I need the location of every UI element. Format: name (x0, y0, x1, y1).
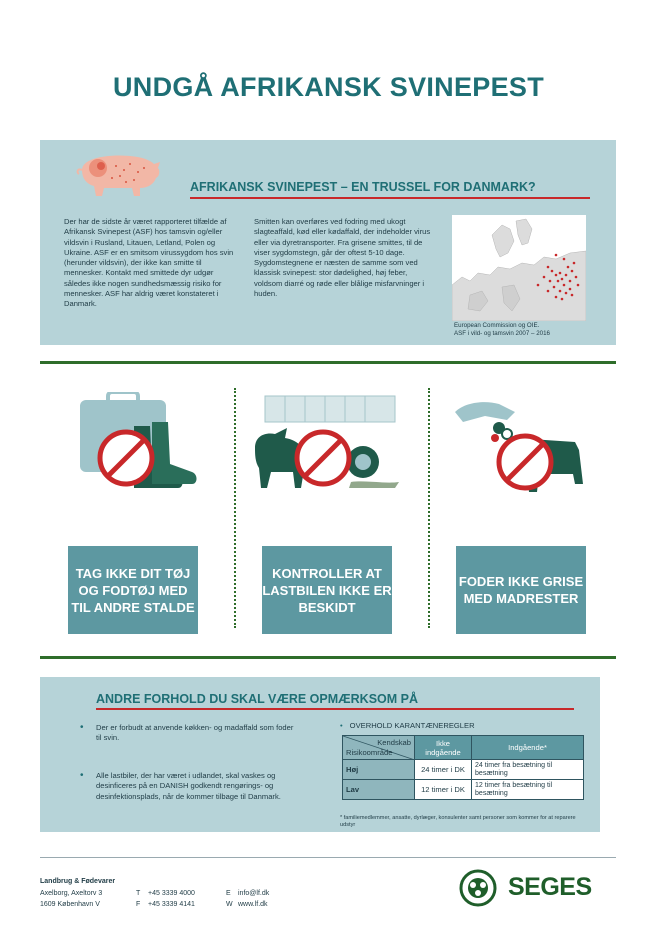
table-footnote: * familiemedlemmer, ansatte, dyrlæger, konsulenter samt personer som kommer for at reparere udstyr (340, 815, 576, 828)
quarantine-table-label: • OVERHOLD KARANTÆNEREGLER (340, 721, 475, 730)
corner-top-label: Kendskab (377, 738, 411, 747)
row-header: Lav (343, 780, 415, 800)
truck-illustration (255, 392, 405, 502)
column-header: Ikke indgående (415, 736, 472, 760)
table-cell: 24 timer fra besætning til besætning (472, 760, 584, 780)
quarantine-table (342, 735, 584, 800)
action-card-truck (262, 546, 392, 634)
table-cell: 12 timer fra besætning til besætning (472, 780, 584, 800)
action-card-clothes (68, 546, 198, 634)
heading-underline (190, 197, 590, 199)
action-label-clothes: TAG IKKE DIT TØJ OG FODTØJ MED TIL ANDRE STALDE (71, 565, 195, 615)
footer-phone-label: T (136, 890, 141, 897)
table-row (343, 760, 584, 780)
footer-web-label: W (226, 901, 233, 908)
footer-fax: +45 3339 4141 (148, 901, 195, 908)
footer-email-link[interactable]: info@lf.dk (238, 890, 270, 897)
action-card-feeding (456, 546, 586, 634)
row-header: Høj (343, 760, 415, 780)
bullet-item: • Der er forbudt at anvende køkken- og madaffald som foder til svin. (96, 723, 296, 744)
corner-bottom-label: Risikoområde (346, 748, 393, 757)
intro-text-col1: Der har de sidste år været rapporteret tilfælde af Afrikansk Svinepest (ASF) hos tamsvin og/eller vildsvin i Rusland, Litauen, Letland, Polen og Ukraine. ASF er en smitsom virussygdom hos svin (herunder vildsvin), der ikke kan smitte til mennesker. Kontakt med smittede dyr udgør således ikke nogen sundhedsmæssig risiko for mennesker. ASF har aldrig været konstateret i Danmark. (64, 217, 234, 309)
section-divider-top (40, 361, 616, 364)
other-precautions-panel (40, 677, 600, 832)
footer-organisation: Landbrug & Fødevarer (40, 878, 116, 885)
intro-panel (40, 140, 616, 345)
table-header-row (343, 736, 584, 760)
footer-phone: +45 3339 4000 (148, 890, 195, 897)
action-label-truck: KONTROLLER AT LASTBILEN IKKE ER BESKIDT (262, 565, 392, 615)
table-corner-cell (343, 736, 415, 760)
other-heading-underline (96, 708, 574, 710)
other-heading: ANDRE FORHOLD DU SKAL VÆRE OPMÆRKSOM PÅ (96, 692, 419, 706)
europe-asf-map (452, 215, 586, 321)
boots-and-bag-illustration (68, 392, 198, 502)
map-caption-line-1: European Commission og OIE. (454, 322, 540, 329)
action-label-feeding: FODER IKKE GRISE MED MADRESTER (458, 574, 584, 606)
footer-divider (40, 857, 616, 858)
footer-address-line-1: Axelborg, Axeltorv 3 (40, 890, 103, 897)
footer-fax-label: F (136, 901, 141, 908)
bullet-item: • Alle lastbiler, der har været i udlandet, skal vaskes og desinficeres på en DANISH godkendt rengørings- og desinfektionsplads, når de kommer tilbage til Danmark. (96, 771, 296, 802)
column-divider-1 (234, 388, 236, 628)
page-title: UNDGÅ AFRIKANSK SVINEPEST (112, 72, 545, 102)
section-divider-bottom (40, 656, 616, 659)
footer-address-line-2: 1609 København V (40, 901, 100, 908)
column-header: Indgående* (472, 736, 584, 760)
intro-heading: AFRIKANSK SVINEPEST – EN TRUSSEL FOR DANMARK? (190, 180, 536, 194)
table-row (343, 780, 584, 800)
footer-web-link[interactable]: www.lf.dk (238, 901, 268, 908)
table-cell: 12 timer i DK (415, 780, 472, 800)
footer-email-label: E (226, 890, 231, 897)
intro-text-col2: Smitten kan overføres ved fodring med ukogt slagteaffald, kød eller kødaffald, der indeholder virus eller via dyretransporter. Fra grisene smittes, til de viser sygdomstegn, går der oftest 5-10 dage. Sygdomstegnene er næsten de samme som ved klassisk svinepest: stor dødelighed, høj feber, voldsom diarré og røde eller blålige misfarvninger i huden. (254, 217, 431, 299)
map-caption (454, 322, 550, 338)
pig-icon (68, 148, 164, 198)
map-caption-line-2: ASF i vild- og tamsvin 2007 – 2016 (454, 330, 550, 337)
column-divider-2 (428, 388, 430, 628)
seges-logo-text: SEGES (508, 873, 592, 901)
table-cell: 24 timer i DK (415, 760, 472, 780)
feeding-illustration (455, 392, 585, 502)
